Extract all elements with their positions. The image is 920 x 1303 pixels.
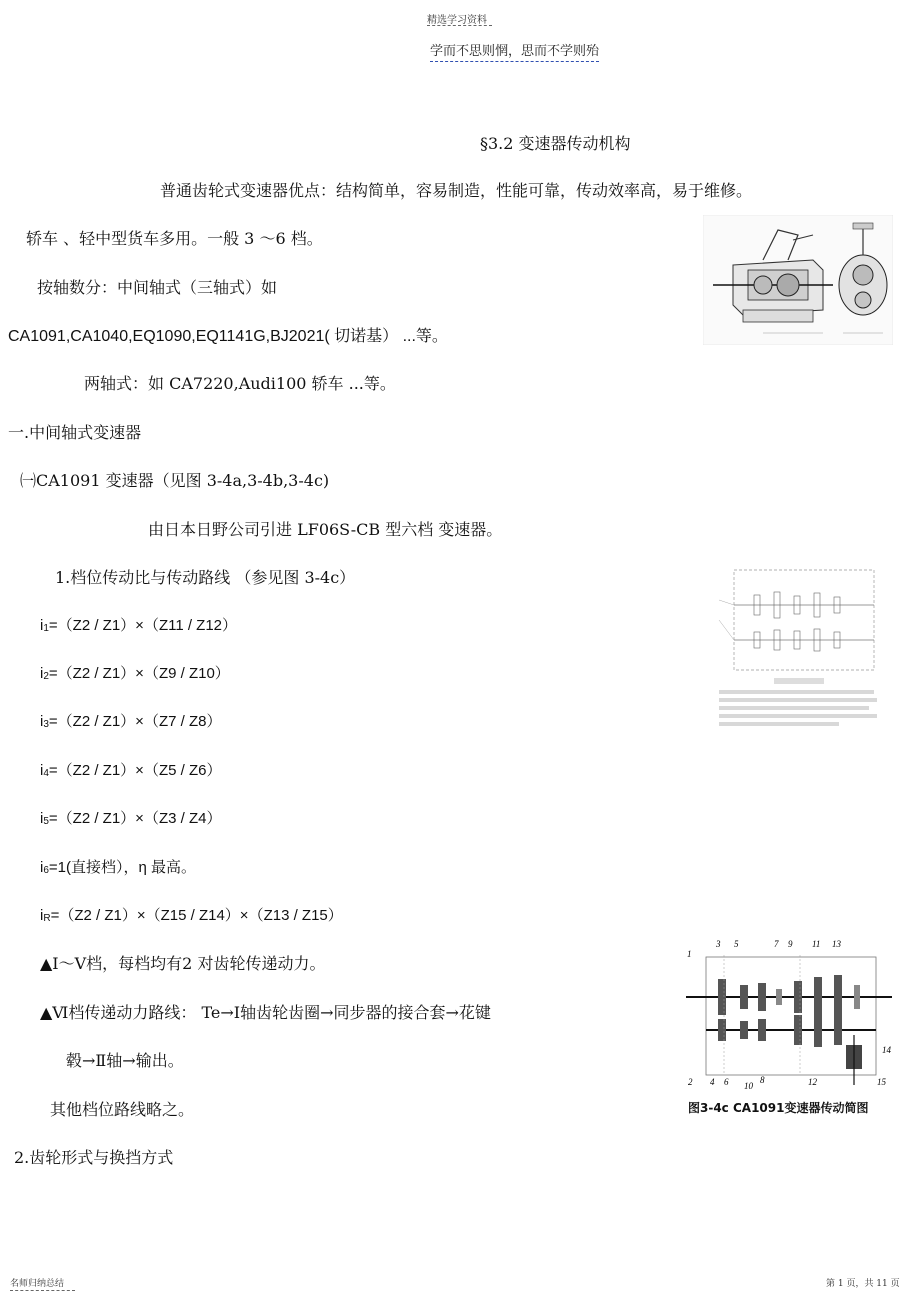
note-others: 其他档位路线略之。 bbox=[50, 1100, 195, 1119]
note-gear-6-route-cont: 毂→Ⅱ轴→输出。 bbox=[66, 1051, 184, 1070]
paragraph-usage: 轿车 、轻中型货车多用。一般 3 ～6 档。 bbox=[26, 229, 323, 248]
footer-left-label: 名师归纳总结 bbox=[10, 1279, 65, 1289]
formula-i1: $i_1=(Z2 / Z1)\times(Z11 / Z12)$ bbox=[40, 617, 238, 634]
formula-i2: $i_2=(Z2 / Z1)\times(Z9 / Z10)$ bbox=[40, 665, 230, 682]
footer-page-number: 第 1 页，共 11 页 bbox=[826, 1279, 900, 1289]
formula-iR: $i_R=(Z2 / Z1)\times(Z15 / Z14)\times(Z13 / Z15)$ bbox=[40, 907, 343, 924]
fig3-label-15: 15 bbox=[877, 1077, 886, 1087]
note-gear-6-route: ▲Ⅵ档传递动力路线： Te→Ⅰ轴齿轮齿圈→同步器的接合套→花键 bbox=[40, 1003, 491, 1022]
fig3-caption: 图3-4c CA1091变速器传动简图 bbox=[688, 1101, 869, 1115]
formula-i6: $i_6=1$(直接档），η 最高。 bbox=[40, 859, 197, 876]
paragraph-two-axis: 两轴式：如 CA7220,Audi100 轿车 ...等。 bbox=[84, 374, 396, 393]
formula-i3: $i_3=(Z2 / Z1)\times(Z7 / Z8)$ bbox=[40, 713, 222, 730]
fig3-label-8: 8 bbox=[760, 1075, 765, 1085]
header-divider bbox=[427, 25, 492, 26]
formula-i5: $i_5=(Z2 / Z1)\times(Z3 / Z4)$ bbox=[40, 810, 222, 827]
fig3-label-11: 11 bbox=[812, 939, 821, 949]
fig3-label-1: 1 bbox=[687, 949, 692, 959]
header-motto: 学而不思则惘，思而不学则殆 bbox=[430, 40, 599, 62]
fig3-label-10: 10 bbox=[744, 1081, 753, 1091]
paragraph-models: CA1091,CA1040,EQ1090,EQ1141G,BJ2021( 切诺基） ...等。 bbox=[8, 328, 448, 345]
fig3-label-4: 4 bbox=[710, 1077, 715, 1087]
fig3-label-2: 2 bbox=[688, 1077, 693, 1087]
formula-i4: $i_4=(Z2 / Z1)\times(Z5 / Z6)$ bbox=[40, 762, 222, 779]
fig3-label-14: 14 bbox=[882, 1045, 891, 1055]
paragraph-axis-types: 按轴数分：中间轴式（三轴式）如 bbox=[37, 278, 278, 297]
heading-ca1091: ㈠CA1091 变速器（见图 3-4a,3-4b,3-4c) bbox=[20, 471, 330, 490]
transmission-section-figure bbox=[703, 215, 893, 345]
fig3-label-13: 13 bbox=[832, 939, 841, 949]
heading-gear-types: 2.齿轮形式与换挡方式 bbox=[14, 1148, 174, 1167]
paragraph-origin: 由日本日野公司引进 LF06S-CB 型六档 变速器。 bbox=[148, 520, 503, 539]
heading-gear-ratios: 1.档位传动比与传动路线 （参见图 3-4c） bbox=[55, 568, 356, 587]
section-title: §3.2 变速器传动机构 bbox=[480, 134, 631, 153]
fig3-label-3: 3 bbox=[716, 939, 721, 949]
fig3-label-6: 6 bbox=[724, 1077, 729, 1087]
paragraph-advantages: 普通齿轮式变速器优点：结构简单，容易制造，性能可靠，传动效率高，易于维修。 bbox=[160, 181, 753, 200]
fig3-label-7: 7 bbox=[774, 939, 779, 949]
heading-countershaft: 一.中间轴式变速器 bbox=[8, 423, 142, 442]
header-label: 精选学习资料 bbox=[427, 15, 487, 26]
fig3-label-12: 12 bbox=[808, 1077, 817, 1087]
transmission-schematic-figure bbox=[714, 560, 880, 730]
fig3-label-9: 9 bbox=[788, 939, 793, 949]
footer-divider bbox=[10, 1290, 75, 1291]
ca1091-schematic-figure bbox=[684, 935, 894, 1121]
note-gears-1-5: ▲Ⅰ～Ⅴ档，每档均有2 对齿轮传递动力。 bbox=[40, 954, 326, 973]
fig3-label-5: 5 bbox=[734, 939, 739, 949]
